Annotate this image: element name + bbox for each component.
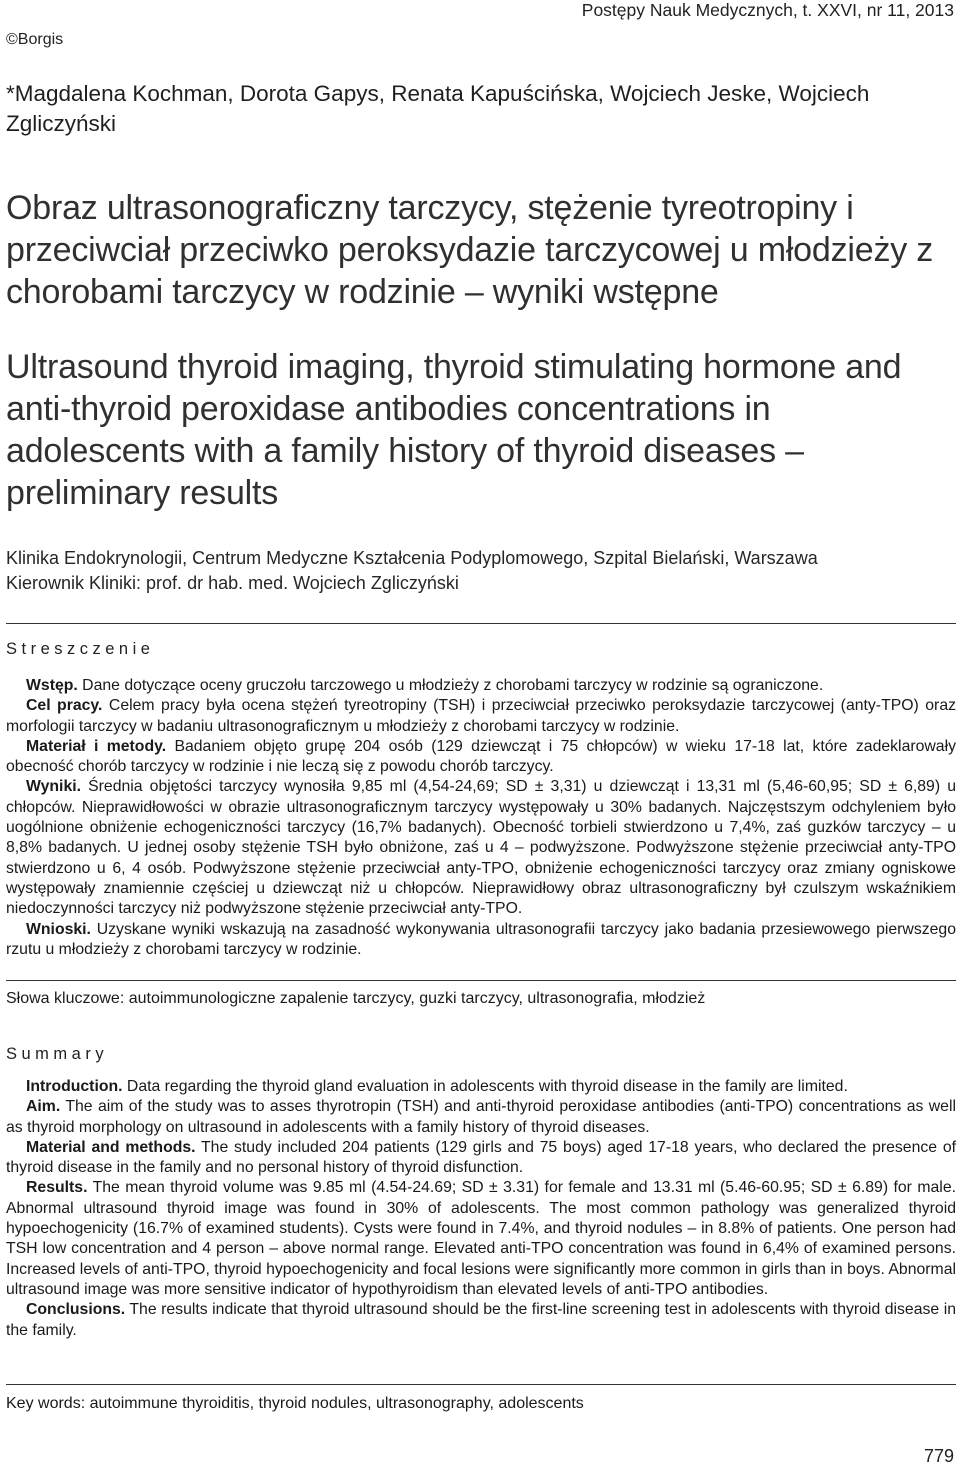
- paragraph-text: Dane dotyczące oceny gruczołu tarczowego u młodzieży z chorobami tarczycy w rodzinie są ograniczone.: [77, 677, 824, 694]
- paragraph-text: Średnia objętości tarczycy wynosiła 9,85 ml (4,54-24,69; SD ± 3,31) u dziewcząt i 13,31 ml (5,46-60,95; SD ± 6,89) u chłopców. Nieprawidłowości w obrazie ultrasonograficznym tarczycy występowały u 30% badanych. Najczęstszym odchyleniem było uogólnione obniżenie echogeniczności tarczycy (16,7% badanych). Obecność torbieli stwierdzono u 7,4%, zaś guzków tarczycy – u 8,8% badanych. U jednej osoby stężenie TSH było obniżone, zaś u 4 – podwyższone. Podwyższone stężenie przeciwciał anty-TPO stwierdzono u 6, 4 osób. Podwyższone stężenie przeciwciał anty-TPO, obniżenie echogeniczności tarczycy oraz zmiany ogniskowe występowały znamiennie częściej u dziewcząt niż u chłopców. Nieprawidłowy obraz ultrasonograficzny był czulszym wskaźnikiem niedoczynności tarczycy niż podwyższone stężenie przeciwciał anty-TPO.: [6, 778, 956, 918]
- paragraph-text: Badaniem objęto grupę 204 osób (129 dziewcząt i 75 chłopców) w wieku 17-18 lat, które zadeklarowały obecność chorób tarczycy w rodzinie i nie leczą się z powodu chorób tarczycy.: [6, 737, 956, 776]
- abstract-paragraph: [6, 920, 956, 961]
- abstract-paragraph: [6, 1138, 956, 1179]
- abstract-paragraph: [6, 1097, 956, 1138]
- paragraph-text: Uzyskane wyniki wskazują na zasadność wykonywania ultrasonografii tarczycy jako badania przesiewowego pierwszego rzutu u młodzieży z chorobami tarczycy w rodzinie.: [6, 920, 956, 958]
- author-list: *Magdalena Kochman, Dorota Gapys, Renata Kapuścińska, Wojciech Jeske, Wojciech Zgliczyński: [6, 81, 870, 136]
- article-title-english: Ultrasound thyroid imaging, thyroid stimulating hormone and anti-thyroid peroxidase antibodies concentrations in adolescents with a family history of thyroid diseases – preliminary results: [6, 348, 902, 512]
- divider: [6, 623, 956, 624]
- affiliation: [6, 546, 946, 596]
- paragraph-label: Results.: [26, 1179, 88, 1197]
- divider: [6, 980, 956, 981]
- article-title-polish: Obraz ultrasonograficzny tarczycy, stężenie tyreotropiny i przeciwciał przeciwko peroksydazie tarczycowej u młodzieży z chorobami tarczycy w rodzinie – wyniki wstępne: [6, 189, 934, 311]
- paragraph-label: Conclusions.: [26, 1301, 126, 1319]
- paragraph-text: The mean thyroid volume was 9.85 ml (4.54-24.69; SD ± 3.31) for female and 13.31 ml (5.46-60.95; SD ± 6.89) for male. Abnormal ultrasound thyroid image was found in 30% of adolescents. The most common pathology was generalized thyroid hypoechogenicity (16.7% of examined students). Cysts were found in 7.4%, and thyroid nodules – in 8.8% of patients. One person had TSH low concentration and 4 person – above normal range. Elevated anti-TPO concentration was found in 6,4% of examined persons. Increased levels of anti-TPO, thyroid hypoechogenicity and focal lesions were significantly more common in girls than in boys. Abnormal ultrasound image was more sensitive indicator of hypothyroidism than elevated levels of anti-TPO antibodies.: [6, 1179, 956, 1298]
- paragraph-text: The study included 204 patients (129 girls and 75 boys) aged 17-18 years, who declared the presence of thyroid disease in the family and no personal history of thyroid disfunction.: [6, 1138, 956, 1177]
- divider: [6, 1384, 956, 1385]
- page-number: 779: [923, 1446, 954, 1466]
- paragraph-label: Aim.: [26, 1098, 61, 1116]
- abstract-paragraph: [6, 777, 956, 919]
- paragraph-label: Materiał i metody.: [26, 737, 167, 755]
- summary-body: [6, 1077, 956, 1341]
- summary-heading: Summary: [6, 1045, 109, 1063]
- publisher-mark: ©Borgis: [6, 31, 64, 48]
- paragraph-text: The aim of the study was to asses thyrotropin (TSH) and anti-thyroid peroxidase antibodies (anti-TPO) concentrations as well as thyroid morphology on ultrasound in adolescents with a family history of thyroid diseases.: [6, 1098, 956, 1136]
- paragraph-text: The results indicate that thyroid ultrasound should be the first-line screening test in adolescents with thyroid disease in the family.: [6, 1301, 956, 1339]
- abstract-paragraph: [6, 737, 956, 778]
- affiliation-head: Kierownik Kliniki: prof. dr hab. med. Wojciech Zgliczyński: [6, 573, 459, 593]
- paragraph-label: Cel pracy.: [26, 697, 103, 715]
- streszczenie-heading: Streszczenie: [6, 640, 155, 658]
- paragraph-label: Material and methods.: [26, 1138, 196, 1156]
- paragraph-label: Introduction.: [26, 1078, 123, 1095]
- paragraph-label: Wyniki.: [26, 778, 82, 796]
- keywords-polish: Słowa kluczowe: autoimmunologiczne zapalenie tarczycy, guzki tarczycy, ultrasonografia, młodzież: [6, 990, 706, 1007]
- abstract-paragraph: [6, 696, 956, 737]
- streszczenie-body: [6, 676, 956, 960]
- abstract-paragraph: [6, 1300, 956, 1341]
- abstract-paragraph: [6, 1077, 956, 1097]
- paragraph-text: Data regarding the thyroid gland evaluation in adolescents with thyroid disease in the family are limited.: [122, 1078, 848, 1095]
- abstract-paragraph: [6, 676, 956, 696]
- affiliation-clinic: Klinika Endokrynologii, Centrum Medyczne Kształcenia Podyplomowego, Szpital Bielański, Warszawa: [6, 548, 818, 568]
- paragraph-text: Celem pracy była ocena stężeń tyreotropiny (TSH) i przeciwciał przeciwko peroksydazie tarczycowej (anty-TPO) oraz morfologii tarczycy w badaniu ultrasonograficznym u młodzieży z chorobami tarczycy w rodzinie.: [6, 697, 957, 735]
- paragraph-label: Wnioski.: [26, 920, 91, 938]
- journal-citation: Postępy Nauk Medycznych, t. XXVI, nr 11, 2013: [581, 0, 954, 20]
- keywords-english: Key words: autoimmune thyroiditis, thyroid nodules, ultrasonography, adolescents: [6, 1395, 584, 1412]
- paragraph-label: Wstęp.: [26, 677, 78, 694]
- abstract-paragraph: [6, 1178, 956, 1300]
